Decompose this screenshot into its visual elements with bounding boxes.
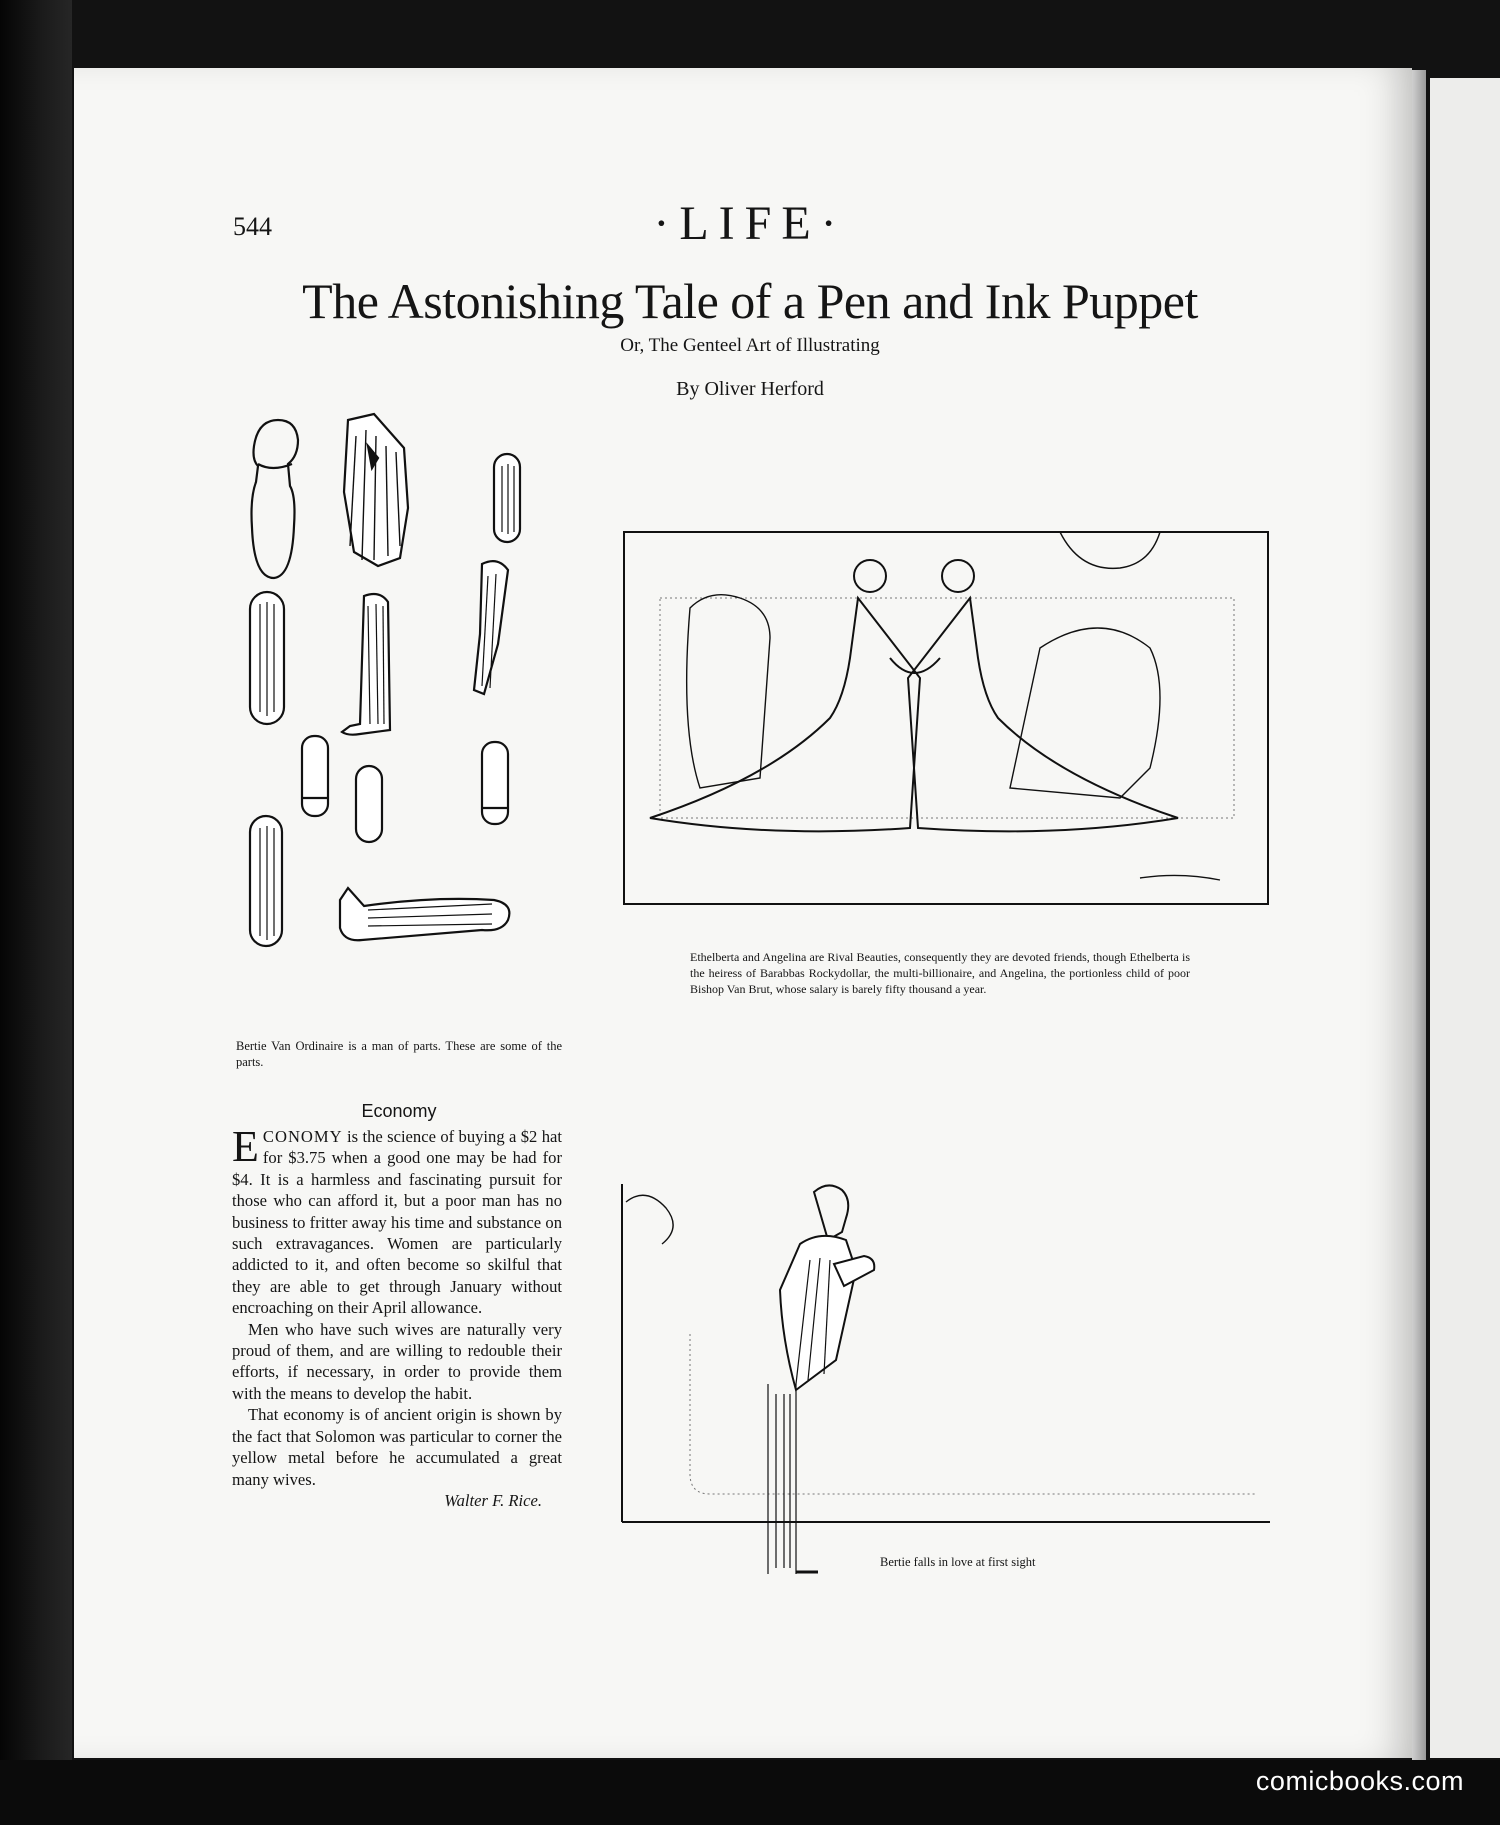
article-body bbox=[232, 1122, 562, 1511]
paragraph-2: Men who have such wives are naturally very proud of them, and are willing to redouble their efforts, if necessary, in order to provide them with the means to develop the habit. bbox=[232, 1319, 562, 1403]
subtitle: Or, The Genteel Art of Illustrating bbox=[620, 335, 880, 356]
author-signature: Walter F. Rice. bbox=[444, 1490, 542, 1510]
beauties-caption: Ethelberta and Angelina are Rival Beauties, consequently they are devoted friends, though Ethelberta is the heiress of Barabbas Rockydollar, the multi-billionaire, and Angelina, the portionless child of poor Bishop Van Brut, whose salary is barely fifty thousand a year. bbox=[690, 950, 1190, 996]
paragraph-3: That economy is of ancient origin is shown by the fact that Solomon was particular to corner the yellow metal before he accumulated a great many wives. bbox=[232, 1405, 562, 1489]
bertie-in-love-illustration bbox=[620, 1184, 1272, 1580]
drop-cap: E bbox=[232, 1122, 259, 1171]
byline: By Oliver Herford bbox=[676, 378, 824, 400]
masthead: ·LIFE· bbox=[653, 197, 847, 250]
facing-page-edge bbox=[1430, 78, 1500, 1758]
page-number: 544 bbox=[233, 212, 272, 241]
parts-caption: Bertie Van Ordinaire is a man of parts. These are some of the parts. bbox=[236, 1039, 562, 1069]
love-caption: Bertie falls in love at first sight bbox=[880, 1555, 1036, 1569]
paragraph-1: is the science of buying a $2 hat for $3.75 when a good one may be had for $4. It is a harmless and fascinating pursuit for those who can afford it, but a poor man has no business to fritter away his time and substance on such extravagances. Women are particularly addicted to it, and often become so skilful that they are able to get through January without encroaching on their April allowance. bbox=[232, 1127, 562, 1318]
lead-word: CONOMY bbox=[262, 1127, 343, 1146]
section-heading: Economy bbox=[361, 1101, 437, 1121]
page-title: The Astonishing Tale of a Pen and Ink Puppet bbox=[302, 273, 1198, 329]
puppet-parts-illustration bbox=[236, 406, 576, 1046]
article-paragraph bbox=[232, 1122, 562, 1319]
rival-beauties-illustration bbox=[620, 528, 1272, 908]
source-watermark: comicbooks.com bbox=[1255, 1766, 1464, 1796]
